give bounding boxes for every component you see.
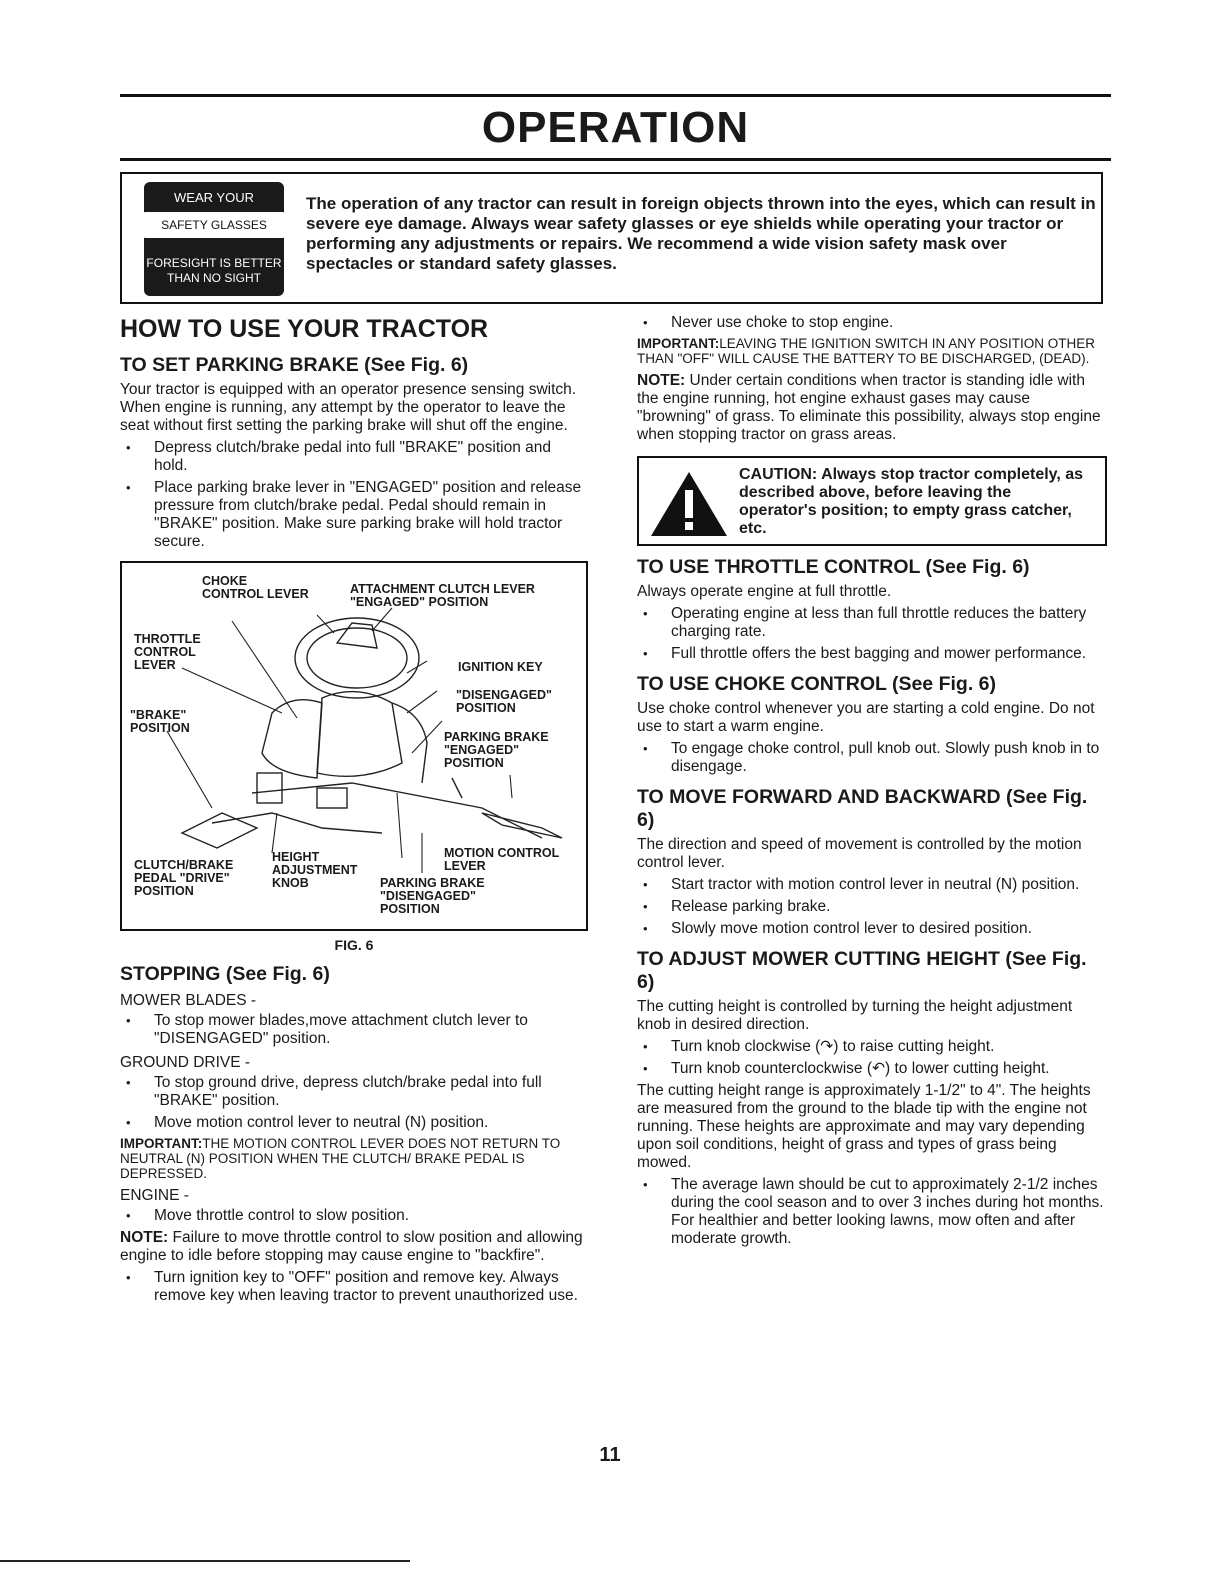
label-height-adjustment: HEIGHT ADJUSTMENT KNOB: [272, 850, 358, 890]
height-bullets-2: [637, 1176, 1107, 1248]
bottom-rule: [0, 1560, 410, 1562]
main-heading: HOW TO USE YOUR TRACTOR: [120, 315, 489, 343]
list-item: • To stop mower blades,move attachment clutch lever to "DISENGAGED" position.: [120, 1012, 588, 1048]
throttle-intro: Always operate engine at full throttle.: [637, 583, 892, 600]
throttle-bullets: [637, 605, 1107, 663]
engine-label: ENGINE -: [120, 1187, 189, 1204]
choke-bullets: [637, 740, 1107, 776]
throttle-heading: TO USE THROTTLE CONTROL (See Fig. 6): [637, 556, 1030, 578]
height-bullets: [637, 1038, 1107, 1078]
list-item: • Place parking brake lever in "ENGAGED" position and release pressure from clutch/brake pedal. Pedal should remain in "BRAKE" position. Make sure parking brake will hold tractor secure.: [120, 479, 588, 551]
label-clutch-brake: CLUTCH/BRAKE PEDAL "DRIVE" POSITION: [134, 858, 234, 898]
choke-intro: Use choke control whenever you are starting a cold engine. Do not use to start a warm engine.: [637, 700, 1095, 735]
choke-heading: TO USE CHOKE CONTROL (See Fig. 6): [637, 673, 996, 695]
note-label: NOTE:: [120, 1229, 169, 1246]
choke-warning-bullets: [637, 314, 1107, 332]
mower-bullets: [120, 1012, 588, 1048]
list-item: • To stop ground drive, depress clutch/brake pedal into full "BRAKE" position.: [120, 1074, 588, 1110]
label-disengaged: "DISENGAGED" POSITION: [456, 688, 552, 715]
important-label: IMPORTANT:: [637, 336, 720, 351]
move-bullets: [637, 876, 1107, 938]
safety-notice: [120, 172, 1103, 304]
note: [637, 372, 1107, 444]
badge-top-text: WEAR YOUR: [174, 190, 254, 205]
list-item: • Operating engine at less than full throttle reduces the battery charging rate.: [637, 605, 1107, 641]
top-rule: [120, 94, 1111, 97]
badge-middle-text: SAFETY GLASSES: [136, 212, 292, 238]
important-label: IMPORTANT:: [120, 1136, 203, 1151]
parking-bullets: [120, 439, 588, 551]
ground-drive-label: GROUND DRIVE -: [120, 1054, 251, 1071]
list-item: • Turn ignition key to "OFF" position and remove key. Always remove key when leaving tractor to prevent unauthorized use.: [120, 1269, 588, 1305]
list-item: • Start tractor with motion control lever in neutral (N) position.: [637, 876, 1107, 894]
figure-caption: FIG. 6: [334, 937, 374, 953]
list-item: • Slowly move motion control lever to desired position.: [637, 920, 1107, 938]
badge-bottom-text: FORESIGHT IS BETTER THAN NO SIGHT: [146, 256, 282, 285]
left-column: [120, 314, 588, 1309]
important-text: LEAVING THE IGNITION SWITCH IN ANY POSITION OTHER THAN "OFF" WILL CAUSE THE BATTERY TO BE DISCHARGED, (DEAD).: [637, 336, 1096, 366]
caution-box: [637, 456, 1107, 546]
engine-bullets: [120, 1207, 588, 1225]
list-item: • Move motion control lever to neutral (N) position.: [120, 1114, 588, 1132]
height-paragraph: The cutting height range is approximately 1-1/2" to 4". The heights are measured from the ground to the blade tip with the engine not running. These heights are approximate and may vary depending upon soil conditions, height of grass and types of grass being mowed.: [637, 1082, 1091, 1171]
safety-glasses-badge: [144, 182, 284, 296]
label-throttle-control: THROTTLE CONTROL LEVER: [134, 632, 201, 672]
note-text: Failure to move throttle control to slow position and allowing engine to idle before stopping may cause engine to "backfire".: [120, 1229, 583, 1264]
safety-text: The operation of any tractor can result in foreign objects thrown into the eyes, which can result in severe eye damage. Always wear safety glasses or eye shields while operating your tractor or performing any adjustments or repairs. We recommend a wide vision safety mask over spectacles or standard safety glasses.: [306, 194, 1096, 273]
list-item: • Release parking brake.: [637, 898, 1107, 916]
note-label: NOTE:: [637, 372, 686, 389]
ground-bullets: [120, 1074, 588, 1132]
label-parking-brake-engaged: PARKING BRAKE "ENGAGED" POSITION: [444, 730, 549, 770]
list-item: • To engage choke control, pull knob out. Slowly push knob in to disengage.: [637, 740, 1107, 776]
parking-intro: Your tractor is equipped with an operator presence sensing switch. When engine is running, any attempt by the operator to leave the seat without first setting the parking brake will shut off the engine.: [120, 381, 577, 434]
right-column: [637, 314, 1107, 1252]
list-item: • Never use choke to stop engine.: [637, 314, 1107, 332]
important-note: [120, 1136, 588, 1181]
list-item: • The average lawn should be cut to approximately 2-1/2 inches during the cool season and to over 3 inches during hot months. For healthier and better looking lawns, mow often and after moderate growth.: [637, 1176, 1107, 1248]
height-intro: The cutting height is controlled by turning the height adjustment knob in desired direction.: [637, 998, 1073, 1033]
list-item: • Full throttle offers the best bagging and mower performance.: [637, 645, 1107, 663]
move-heading: TO MOVE FORWARD AND BACKWARD (See Fig. 6): [637, 786, 1088, 831]
figure-6: [120, 561, 588, 931]
label-attachment-clutch: ATTACHMENT CLUTCH LEVER "ENGAGED" POSITION: [350, 582, 535, 609]
parking-brake-heading: TO SET PARKING BRAKE (See Fig. 6): [120, 354, 469, 376]
page-number: 11: [599, 1444, 621, 1466]
list-item: • Depress clutch/brake pedal into full "BRAKE" position and hold.: [120, 439, 588, 475]
label-motion-control: MOTION CONTROL LEVER: [444, 846, 560, 873]
note: [120, 1229, 588, 1265]
stopping-heading: STOPPING (See Fig. 6): [120, 963, 330, 985]
note-text: Under certain conditions when tractor is standing idle with the engine running, hot engine exhaust gases may cause "browning" of grass. To eliminate this possibility, always stop engine when stopping tractor on grass areas.: [637, 372, 1101, 443]
label-choke-control: CHOKE CONTROL LEVER: [202, 574, 309, 601]
mower-blades-label: MOWER BLADES -: [120, 992, 257, 1009]
page-title: OPERATION: [481, 103, 750, 152]
important-note: [637, 336, 1107, 366]
engine-bullets-2: [120, 1269, 588, 1305]
list-item: • Turn knob counterclockwise (↶) to lower cutting height.: [637, 1060, 1107, 1078]
move-intro: The direction and speed of movement is controlled by the motion control lever.: [637, 836, 1082, 871]
caution-text: CAUTION: Always stop tractor completely, as described above, before leaving the operator's position; to empty grass catcher, etc.: [739, 466, 1084, 537]
title-rule: [120, 158, 1111, 161]
list-item: • Move throttle control to slow position.: [120, 1207, 588, 1225]
important-text: THE MOTION CONTROL LEVER DOES NOT RETURN TO NEUTRAL (N) POSITION WHEN THE CLUTCH/ BRAKE PEDAL IS DEPRESSED.: [120, 1136, 561, 1181]
cutting-height-heading: TO ADJUST MOWER CUTTING HEIGHT (See Fig. 6): [637, 948, 1087, 993]
warning-icon: [649, 470, 729, 538]
label-brake-position: "BRAKE" POSITION: [130, 708, 190, 735]
label-parking-brake-disengaged: PARKING BRAKE "DISENGAGED" POSITION: [380, 876, 485, 916]
list-item: • Turn knob clockwise (↷) to raise cutting height.: [637, 1038, 1107, 1056]
label-ignition-key: IGNITION KEY: [458, 660, 543, 674]
